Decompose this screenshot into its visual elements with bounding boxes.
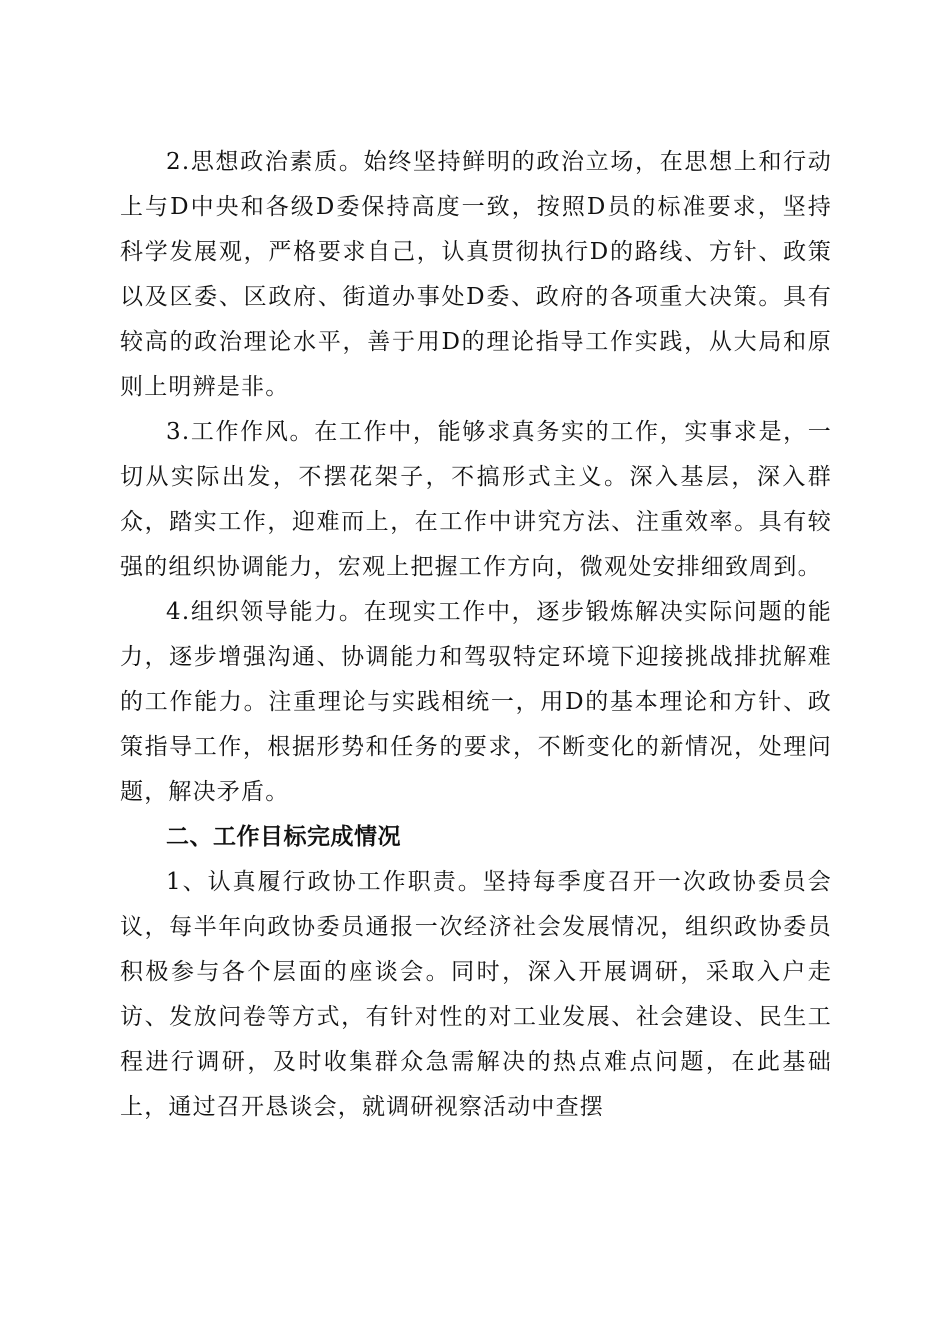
paragraph-cppcc-duties: 1、认真履行政协工作职责。坚持每季度召开一次政协委员会议，每半年向政协委员通报一次经济社会发展情况，组织政协委员积极参与各个层面的座谈会。同时，深入开展调研，采取入户走访、发放问卷等方式，有针对性的对工业发展、社会建设、民生工程进行调研，及时收集群众急需解决的热点难点问题，在此基础上，通过召开恳谈会，就调研视察活动中查摆 bbox=[120, 869, 832, 1120]
paragraph-leadership-ability: 4.组织领导能力。在现实工作中，逐步锻炼解决实际问题的能力，逐步增强沟通、协调能力和驾驭特定环境下迎接挑战排扰解难的工作能力。注重理论与实践相统一，用D的基本理论和方针、政策指导工作，根据形势和任务的要求，不断变化的新情况，处理问题，解决矛盾。 bbox=[120, 599, 832, 805]
paragraph-political-quality: 2.思想政治素质。始终坚持鲜明的政治立场，在思想上和行动上与D中央和各级D委保持高度一致，按照D员的标准要求，坚持科学发展观，严格要求自己，认真贯彻执行D的路线、方针、政策以及区委、区政府、街道办事处D委、政府的各项重大决策。具有较高的政治理论水平，善于用D的理论指导工作实践，从大局和原则上明辨是非。 bbox=[120, 149, 832, 400]
paragraph-work-style: 3.工作作风。在工作中，能够求真务实的工作，实事求是，一切从实际出发，不摆花架子，不搞形式主义。深入基层，深入群众，踏实工作，迎难而上，在工作中讲究方法、注重效率。具有较强的组织协调能力，宏观上把握工作方向，微观处安排细致周到。 bbox=[120, 419, 832, 580]
document-body bbox=[120, 140, 832, 1130]
section-heading-work-goals: 二、工作目标完成情况 bbox=[166, 824, 401, 850]
